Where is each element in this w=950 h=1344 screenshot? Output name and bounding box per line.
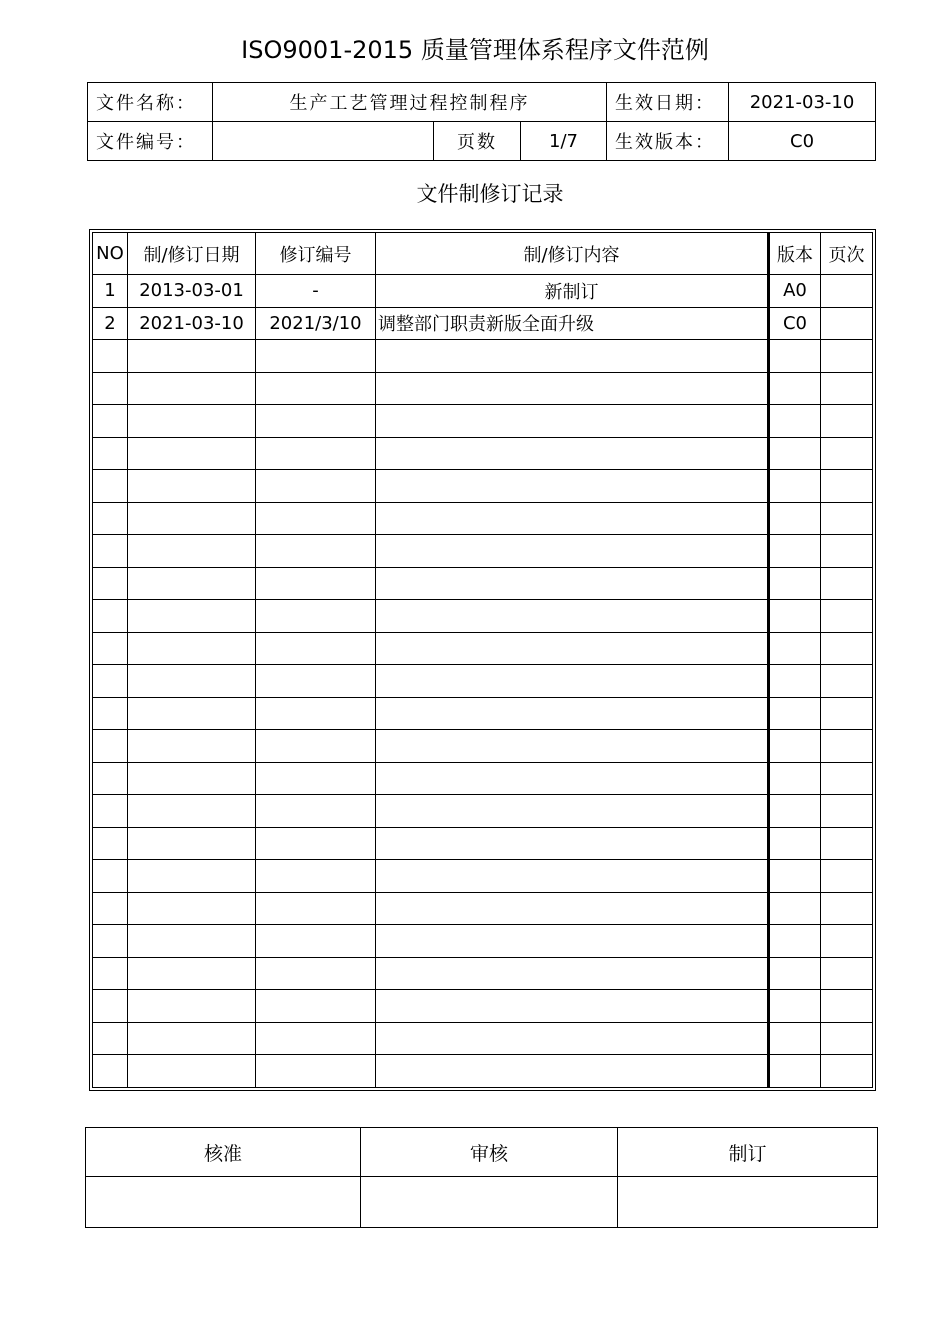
row-content[interactable]	[376, 405, 769, 438]
table-row	[93, 600, 873, 633]
review-label: 审核	[361, 1128, 618, 1177]
row-version[interactable]	[769, 697, 821, 730]
effective-version-label: 生效版本：	[607, 122, 729, 161]
row-page[interactable]	[821, 990, 873, 1023]
row-content[interactable]	[376, 860, 769, 893]
row-no[interactable]	[93, 892, 128, 925]
row-version[interactable]	[769, 795, 821, 828]
row-date[interactable]	[128, 795, 256, 828]
row-no[interactable]	[93, 535, 128, 568]
row-revision-number[interactable]	[256, 665, 376, 698]
table-row	[93, 567, 873, 600]
row-version: C0	[769, 307, 821, 340]
row-no[interactable]	[93, 632, 128, 665]
row-version[interactable]	[769, 340, 821, 373]
row-version[interactable]	[769, 990, 821, 1023]
row-date[interactable]	[128, 860, 256, 893]
row-revision-number[interactable]	[256, 860, 376, 893]
row-revision-number[interactable]	[256, 892, 376, 925]
row-revision-number[interactable]	[256, 827, 376, 860]
document-title: ISO9001-2015 质量管理体系程序文件范例	[241, 36, 709, 64]
row-revision-number[interactable]	[256, 405, 376, 438]
row-content[interactable]	[376, 762, 769, 795]
row-no[interactable]	[93, 665, 128, 698]
effective-version-value: C0	[729, 122, 876, 161]
row-no: 2	[93, 307, 128, 340]
row-content[interactable]	[376, 340, 769, 373]
row-page	[821, 275, 873, 308]
row-no[interactable]	[93, 1055, 128, 1088]
row-page[interactable]	[821, 372, 873, 405]
row-date[interactable]	[128, 340, 256, 373]
row-version[interactable]	[769, 1022, 821, 1055]
row-revision-number[interactable]	[256, 1055, 376, 1088]
table-row	[93, 307, 873, 340]
row-revision-number[interactable]	[256, 567, 376, 600]
row-date[interactable]	[128, 372, 256, 405]
row-no[interactable]	[93, 697, 128, 730]
row-date[interactable]	[128, 535, 256, 568]
row-page	[821, 307, 873, 340]
row-revision-number[interactable]	[256, 795, 376, 828]
row-version[interactable]	[769, 892, 821, 925]
row-page[interactable]	[821, 665, 873, 698]
row-revision-number[interactable]	[256, 990, 376, 1023]
row-page[interactable]	[821, 892, 873, 925]
row-content[interactable]	[376, 665, 769, 698]
table-row	[93, 470, 873, 503]
row-revision-number[interactable]	[256, 925, 376, 958]
row-revision-number: -	[256, 275, 376, 308]
row-page[interactable]	[821, 697, 873, 730]
row-content[interactable]	[376, 990, 769, 1023]
row-revision-number[interactable]	[256, 730, 376, 763]
row-content[interactable]	[376, 437, 769, 470]
col-header-date: 制/修订日期	[128, 233, 256, 275]
row-version[interactable]	[769, 1055, 821, 1088]
row-content: 调整部门职责新版全面升级	[376, 307, 769, 340]
row-page[interactable]	[821, 730, 873, 763]
col-header-no: NO	[93, 233, 128, 275]
row-content[interactable]	[376, 1055, 769, 1088]
row-page[interactable]	[821, 405, 873, 438]
row-no[interactable]	[93, 567, 128, 600]
row-revision-number[interactable]	[256, 502, 376, 535]
row-date[interactable]	[128, 762, 256, 795]
row-version[interactable]	[769, 730, 821, 763]
table-row	[93, 990, 873, 1023]
row-content[interactable]	[376, 957, 769, 990]
row-page[interactable]	[821, 827, 873, 860]
row-revision-number[interactable]	[256, 762, 376, 795]
row-date[interactable]	[128, 600, 256, 633]
row-version[interactable]	[769, 372, 821, 405]
table-row	[93, 1022, 873, 1055]
row-revision-number[interactable]	[256, 470, 376, 503]
col-header-content: 制/修订内容	[376, 233, 769, 275]
row-version[interactable]	[769, 827, 821, 860]
table-row	[93, 535, 873, 568]
row-content[interactable]	[376, 697, 769, 730]
row-date[interactable]	[128, 405, 256, 438]
table-row	[93, 275, 873, 308]
table-row	[93, 730, 873, 763]
table-row	[93, 372, 873, 405]
col-header-page: 页次	[821, 233, 873, 275]
row-no[interactable]	[93, 730, 128, 763]
row-date[interactable]	[128, 827, 256, 860]
row-version[interactable]	[769, 405, 821, 438]
row-revision-number: 2021/3/10	[256, 307, 376, 340]
row-content[interactable]	[376, 827, 769, 860]
row-date[interactable]	[128, 470, 256, 503]
revision-record-title: 文件制修订记录	[416, 182, 564, 206]
row-content[interactable]	[376, 535, 769, 568]
file-name-label: 文件名称：	[88, 83, 213, 122]
row-content[interactable]	[376, 1022, 769, 1055]
row-no[interactable]	[93, 860, 128, 893]
row-content[interactable]	[376, 567, 769, 600]
row-revision-number[interactable]	[256, 535, 376, 568]
table-row	[93, 340, 873, 373]
row-no[interactable]	[93, 372, 128, 405]
row-date[interactable]	[128, 632, 256, 665]
row-version[interactable]	[769, 600, 821, 633]
revision-table	[92, 232, 873, 1088]
row-page[interactable]	[821, 795, 873, 828]
document-info-table	[87, 82, 876, 161]
row-revision-number[interactable]	[256, 632, 376, 665]
row-no[interactable]	[93, 600, 128, 633]
row-page[interactable]	[821, 470, 873, 503]
row-date[interactable]	[128, 665, 256, 698]
row-page[interactable]	[821, 957, 873, 990]
row-content: 新制订	[376, 275, 769, 308]
effective-date-label: 生效日期：	[607, 83, 729, 122]
revision-table-frame	[89, 229, 876, 1091]
row-date[interactable]	[128, 990, 256, 1023]
col-header-revision-number: 修订编号	[256, 233, 376, 275]
row-no[interactable]	[93, 762, 128, 795]
row-version[interactable]	[769, 957, 821, 990]
table-row	[93, 502, 873, 535]
row-content[interactable]	[376, 925, 769, 958]
row-revision-number[interactable]	[256, 697, 376, 730]
row-version[interactable]	[769, 535, 821, 568]
table-row	[93, 957, 873, 990]
row-no[interactable]	[93, 502, 128, 535]
row-content[interactable]	[376, 730, 769, 763]
row-page[interactable]	[821, 340, 873, 373]
row-revision-number[interactable]	[256, 340, 376, 373]
row-no[interactable]	[93, 827, 128, 860]
row-version[interactable]	[769, 567, 821, 600]
author-signature-cell[interactable]	[618, 1177, 878, 1228]
row-date[interactable]	[128, 1022, 256, 1055]
row-page[interactable]	[821, 762, 873, 795]
row-no[interactable]	[93, 957, 128, 990]
row-version[interactable]	[769, 762, 821, 795]
row-revision-number[interactable]	[256, 1022, 376, 1055]
row-date[interactable]	[128, 567, 256, 600]
row-no: 1	[93, 275, 128, 308]
row-date[interactable]	[128, 892, 256, 925]
row-content[interactable]	[376, 470, 769, 503]
table-row	[93, 827, 873, 860]
row-page[interactable]	[821, 1055, 873, 1088]
row-page[interactable]	[821, 567, 873, 600]
row-version[interactable]	[769, 632, 821, 665]
table-row	[93, 437, 873, 470]
row-no[interactable]	[93, 1022, 128, 1055]
row-date[interactable]	[128, 925, 256, 958]
table-row	[93, 632, 873, 665]
row-date[interactable]	[128, 697, 256, 730]
table-row	[93, 860, 873, 893]
row-date: 2021-03-10	[128, 307, 256, 340]
row-version: A0	[769, 275, 821, 308]
row-version[interactable]	[769, 437, 821, 470]
row-page[interactable]	[821, 632, 873, 665]
approve-label: 核准	[86, 1128, 361, 1177]
row-page[interactable]	[821, 502, 873, 535]
table-row	[93, 795, 873, 828]
row-page[interactable]	[821, 860, 873, 893]
row-revision-number[interactable]	[256, 957, 376, 990]
pages-label: 页数	[434, 122, 521, 161]
approve-signature-cell[interactable]	[86, 1177, 361, 1228]
row-content[interactable]	[376, 632, 769, 665]
row-date[interactable]	[128, 1055, 256, 1088]
row-no[interactable]	[93, 470, 128, 503]
file-number-value	[213, 122, 434, 161]
row-no[interactable]	[93, 925, 128, 958]
row-version[interactable]	[769, 925, 821, 958]
row-no[interactable]	[93, 990, 128, 1023]
row-revision-number[interactable]	[256, 437, 376, 470]
row-no[interactable]	[93, 437, 128, 470]
row-date[interactable]	[128, 437, 256, 470]
row-revision-number[interactable]	[256, 372, 376, 405]
author-label: 制订	[618, 1128, 878, 1177]
row-content[interactable]	[376, 502, 769, 535]
row-content[interactable]	[376, 795, 769, 828]
row-content[interactable]	[376, 600, 769, 633]
row-page[interactable]	[821, 1022, 873, 1055]
review-signature-cell[interactable]	[361, 1177, 618, 1228]
row-version[interactable]	[769, 470, 821, 503]
pages-value: 1/7	[521, 122, 607, 161]
row-date: 2013-03-01	[128, 275, 256, 308]
row-date[interactable]	[128, 957, 256, 990]
row-version[interactable]	[769, 502, 821, 535]
row-no[interactable]	[93, 405, 128, 438]
row-date[interactable]	[128, 502, 256, 535]
table-row	[93, 892, 873, 925]
row-page[interactable]	[821, 437, 873, 470]
row-version[interactable]	[769, 665, 821, 698]
row-no[interactable]	[93, 795, 128, 828]
table-row	[93, 405, 873, 438]
row-page[interactable]	[821, 925, 873, 958]
table-row	[93, 1055, 873, 1088]
col-header-version: 版本	[769, 233, 821, 275]
row-content[interactable]	[376, 892, 769, 925]
file-number-label: 文件编号：	[88, 122, 213, 161]
row-content[interactable]	[376, 372, 769, 405]
file-name-value: 生产工艺管理过程控制程序	[213, 83, 607, 122]
table-row	[93, 762, 873, 795]
effective-date-value: 2021-03-10	[729, 83, 876, 122]
table-row	[93, 665, 873, 698]
row-revision-number[interactable]	[256, 600, 376, 633]
row-page[interactable]	[821, 600, 873, 633]
approval-table	[85, 1127, 878, 1228]
row-no[interactable]	[93, 340, 128, 373]
row-date[interactable]	[128, 730, 256, 763]
row-version[interactable]	[769, 860, 821, 893]
table-row	[93, 697, 873, 730]
table-row	[93, 925, 873, 958]
row-page[interactable]	[821, 535, 873, 568]
